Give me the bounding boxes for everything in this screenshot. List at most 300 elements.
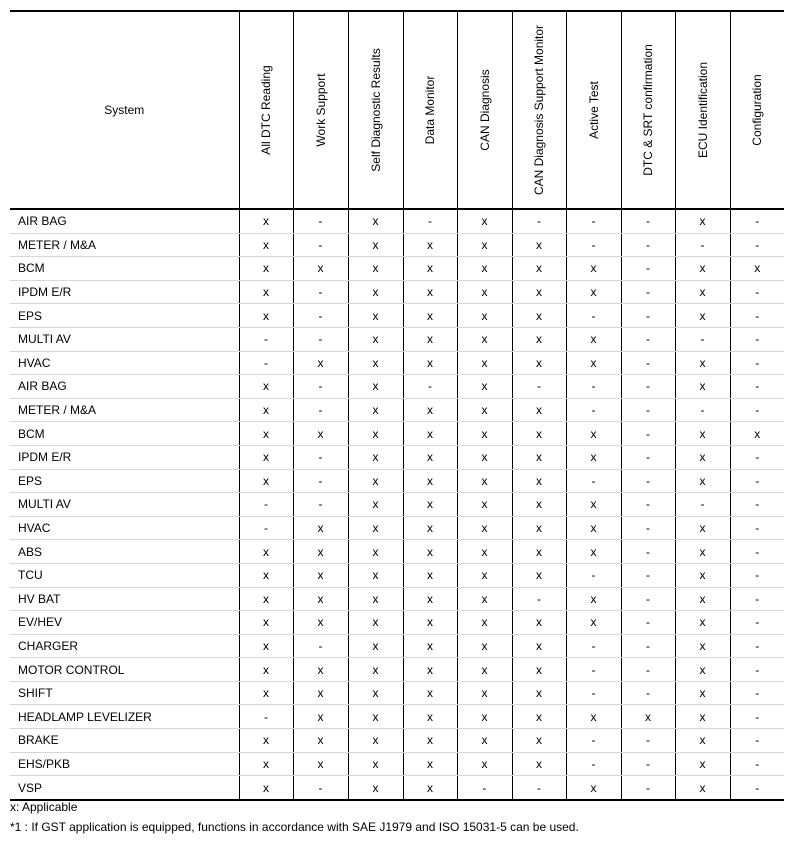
applicability-cell: x (512, 729, 566, 753)
applicability-cell: x (675, 469, 730, 493)
applicability-cell: - (730, 705, 784, 729)
applicability-cell: - (566, 729, 621, 753)
applicability-cell: - (293, 493, 348, 517)
applicability-cell: x (675, 445, 730, 469)
applicability-cell: x (457, 398, 512, 422)
applicability-cell: - (730, 563, 784, 587)
system-name-cell: METER / M&A (10, 233, 239, 257)
table-body (10, 209, 784, 800)
applicability-cell: - (621, 729, 675, 753)
applicability-cell: x (239, 233, 293, 257)
applicability-cell: x (348, 422, 403, 446)
applicability-cell: x (457, 422, 512, 446)
column-header-label: Active Test (586, 81, 601, 139)
column-header-label: Self Diagnostic Results (368, 48, 383, 172)
applicability-cell: - (566, 398, 621, 422)
notes (10, 797, 579, 837)
applicability-cell: x (348, 658, 403, 682)
applicability-cell: x (566, 611, 621, 635)
table-row (10, 304, 784, 328)
applicability-cell: - (403, 209, 457, 233)
applicability-cell: - (293, 634, 348, 658)
applicability-cell: x (675, 681, 730, 705)
applicability-cell: x (239, 375, 293, 399)
table-row (10, 587, 784, 611)
applicability-cell: - (293, 445, 348, 469)
applicability-cell: x (512, 611, 566, 635)
applicability-cell: - (730, 445, 784, 469)
applicability-cell: - (675, 493, 730, 517)
applicability-cell: - (621, 209, 675, 233)
table-row (10, 469, 784, 493)
applicability-cell: x (403, 540, 457, 564)
applicability-cell: x (403, 705, 457, 729)
system-column-header: System (10, 11, 239, 209)
applicability-cell: - (621, 327, 675, 351)
applicability-cell: x (293, 422, 348, 446)
applicability-cell: x (457, 493, 512, 517)
applicability-cell: x (675, 422, 730, 446)
applicability-cell: x (457, 705, 512, 729)
applicability-cell: x (512, 257, 566, 281)
applicability-cell: - (730, 540, 784, 564)
applicability-cell: - (403, 375, 457, 399)
applicability-cell: x (348, 776, 403, 800)
column-header-label: CAN Diagnosis Support Monitor (532, 24, 546, 196)
system-name-cell: MOTOR CONTROL (10, 658, 239, 682)
applicability-cell: x (675, 752, 730, 776)
applicability-cell: x (403, 257, 457, 281)
applicability-cell: x (566, 516, 621, 540)
applicability-cell: - (730, 493, 784, 517)
column-header (621, 11, 675, 209)
applicability-cell: x (239, 422, 293, 446)
table-row (10, 280, 784, 304)
applicability-cell: - (730, 587, 784, 611)
system-name-cell: EV/HEV (10, 611, 239, 635)
applicability-cell: x (675, 375, 730, 399)
applicability-cell: x (512, 634, 566, 658)
applicability-cell: - (621, 351, 675, 375)
applicability-cell: x (457, 209, 512, 233)
table-row (10, 445, 784, 469)
applicability-cell: - (293, 209, 348, 233)
diagnosis-function-table (10, 10, 784, 801)
applicability-cell: x (675, 351, 730, 375)
applicability-cell: - (566, 752, 621, 776)
applicability-cell: x (457, 611, 512, 635)
applicability-cell: x (566, 540, 621, 564)
diagnosis-function-table-container (10, 10, 784, 801)
applicability-cell: - (675, 327, 730, 351)
applicability-cell: x (512, 233, 566, 257)
applicability-cell: - (293, 233, 348, 257)
table-row (10, 563, 784, 587)
applicability-cell: x (348, 611, 403, 635)
table-row (10, 422, 784, 446)
applicability-cell: x (348, 634, 403, 658)
applicability-cell: x (239, 209, 293, 233)
applicability-cell: - (566, 658, 621, 682)
system-name-cell: HVAC (10, 516, 239, 540)
applicability-cell: x (566, 445, 621, 469)
applicability-cell: x (348, 469, 403, 493)
applicability-cell: - (621, 776, 675, 800)
system-name-cell: EHS/PKB (10, 752, 239, 776)
column-header (512, 11, 566, 209)
applicability-cell: x (566, 776, 621, 800)
applicability-cell: - (621, 540, 675, 564)
applicability-cell: - (293, 375, 348, 399)
applicability-cell: - (239, 493, 293, 517)
table-row (10, 658, 784, 682)
applicability-cell: x (239, 304, 293, 328)
applicability-cell: - (621, 422, 675, 446)
applicability-cell: x (293, 351, 348, 375)
applicability-cell: x (403, 304, 457, 328)
applicability-cell: x (457, 327, 512, 351)
applicability-cell: - (730, 327, 784, 351)
applicability-cell: x (457, 469, 512, 493)
system-name-cell: TCU (10, 563, 239, 587)
applicability-cell: - (621, 752, 675, 776)
applicability-cell: x (403, 493, 457, 517)
applicability-cell: x (403, 398, 457, 422)
table-row (10, 327, 784, 351)
applicability-cell: - (512, 776, 566, 800)
applicability-cell: - (730, 776, 784, 800)
applicability-cell: x (348, 209, 403, 233)
applicability-cell: - (239, 351, 293, 375)
applicability-cell: x (512, 280, 566, 304)
applicability-cell: x (348, 540, 403, 564)
applicability-cell: - (621, 563, 675, 587)
applicability-cell: x (403, 681, 457, 705)
applicability-cell: x (512, 516, 566, 540)
table-row (10, 752, 784, 776)
system-name-cell: BCM (10, 257, 239, 281)
applicability-cell: x (348, 257, 403, 281)
applicability-cell: x (239, 257, 293, 281)
applicability-cell: x (457, 304, 512, 328)
applicability-cell: - (512, 209, 566, 233)
column-header-label: CAN Diagnosis (477, 69, 492, 151)
applicable-legend: x: Applicable (10, 800, 78, 814)
applicability-cell: x (675, 658, 730, 682)
system-name-cell: AIR BAG (10, 209, 239, 233)
applicability-cell: x (457, 351, 512, 375)
applicability-cell: x (457, 563, 512, 587)
system-name-cell: MULTI AV (10, 327, 239, 351)
applicability-cell: x (293, 540, 348, 564)
applicability-cell: - (239, 327, 293, 351)
applicability-cell: x (403, 422, 457, 446)
applicability-cell: x (512, 681, 566, 705)
applicability-cell: - (566, 304, 621, 328)
applicability-cell: x (239, 563, 293, 587)
system-name-cell: VSP (10, 776, 239, 800)
applicability-cell: x (403, 563, 457, 587)
applicability-cell: x (403, 280, 457, 304)
applicability-cell: x (566, 422, 621, 446)
applicability-cell: x (348, 516, 403, 540)
applicability-cell: x (239, 280, 293, 304)
applicability-cell: x (457, 729, 512, 753)
applicability-cell: - (239, 516, 293, 540)
applicability-cell: - (566, 233, 621, 257)
applicability-cell: x (293, 705, 348, 729)
applicability-cell: - (675, 398, 730, 422)
table-row (10, 233, 784, 257)
applicability-cell: - (293, 280, 348, 304)
applicability-cell: x (348, 304, 403, 328)
applicability-cell: x (457, 280, 512, 304)
applicability-cell: x (403, 469, 457, 493)
applicability-cell: x (348, 729, 403, 753)
column-header (293, 11, 348, 209)
system-name-cell: EPS (10, 469, 239, 493)
applicability-cell: x (348, 752, 403, 776)
applicability-cell: x (348, 351, 403, 375)
applicability-cell: x (566, 493, 621, 517)
applicability-cell: x (512, 493, 566, 517)
applicability-cell: x (239, 469, 293, 493)
system-name-cell: IPDM E/R (10, 445, 239, 469)
column-header-label: All DTC Reading (259, 65, 273, 155)
table-row (10, 351, 784, 375)
column-header (730, 11, 784, 209)
applicability-cell: - (621, 658, 675, 682)
table-row (10, 611, 784, 635)
applicability-cell: x (403, 516, 457, 540)
applicability-cell: x (457, 445, 512, 469)
applicability-cell: x (675, 304, 730, 328)
applicability-cell: x (512, 304, 566, 328)
applicability-cell: x (403, 776, 457, 800)
applicability-cell: - (621, 469, 675, 493)
applicability-cell: x (675, 634, 730, 658)
system-name-cell: SHIFT (10, 681, 239, 705)
applicability-cell: x (457, 634, 512, 658)
applicability-cell: x (566, 327, 621, 351)
table-row (10, 257, 784, 281)
table-row (10, 681, 784, 705)
column-header (566, 11, 621, 209)
applicability-cell: x (348, 681, 403, 705)
applicability-cell: x (403, 351, 457, 375)
applicability-cell: x (348, 327, 403, 351)
applicability-cell: x (457, 516, 512, 540)
applicability-cell: x (566, 257, 621, 281)
applicability-cell: x (239, 681, 293, 705)
system-name-cell: BCM (10, 422, 239, 446)
applicability-cell: - (621, 493, 675, 517)
applicability-cell: x (566, 587, 621, 611)
applicability-cell: x (512, 563, 566, 587)
applicability-cell: - (730, 280, 784, 304)
system-name-cell: CHARGER (10, 634, 239, 658)
applicability-cell: - (730, 233, 784, 257)
applicability-cell: x (348, 493, 403, 517)
applicability-cell: x (403, 327, 457, 351)
applicability-cell: x (239, 611, 293, 635)
applicability-cell: x (293, 563, 348, 587)
applicability-cell: x (512, 705, 566, 729)
applicability-cell: x (675, 587, 730, 611)
table-row (10, 540, 784, 564)
applicability-cell: x (730, 257, 784, 281)
column-header (457, 11, 512, 209)
applicability-cell: x (403, 587, 457, 611)
applicability-cell: - (293, 398, 348, 422)
applicability-cell: - (730, 398, 784, 422)
table-row (10, 493, 784, 517)
applicability-cell: - (621, 634, 675, 658)
applicability-cell: x (457, 752, 512, 776)
applicability-cell: x (239, 398, 293, 422)
applicability-cell: - (566, 634, 621, 658)
applicability-cell: x (348, 233, 403, 257)
applicability-cell: - (730, 304, 784, 328)
applicability-cell: x (457, 233, 512, 257)
column-header (239, 11, 293, 209)
applicability-cell: - (621, 398, 675, 422)
table-row (10, 209, 784, 233)
applicability-cell: x (512, 658, 566, 682)
applicability-cell: - (730, 351, 784, 375)
applicability-cell: x (293, 729, 348, 753)
system-name-cell: EPS (10, 304, 239, 328)
applicability-cell: x (403, 658, 457, 682)
applicability-cell: x (293, 658, 348, 682)
applicability-cell: x (403, 611, 457, 635)
applicability-cell: x (675, 516, 730, 540)
applicability-cell: - (730, 375, 784, 399)
applicability-cell: - (730, 611, 784, 635)
applicability-cell: x (348, 398, 403, 422)
applicability-cell: - (293, 776, 348, 800)
applicability-cell: - (621, 280, 675, 304)
applicability-cell: x (348, 280, 403, 304)
applicability-cell: - (730, 658, 784, 682)
applicability-cell: - (512, 587, 566, 611)
applicability-cell: x (512, 540, 566, 564)
applicability-cell: x (293, 587, 348, 611)
applicability-cell: - (457, 776, 512, 800)
applicability-cell: - (730, 469, 784, 493)
column-header-label: Data Monitor (423, 75, 437, 145)
table-row (10, 516, 784, 540)
applicability-cell: x (675, 729, 730, 753)
applicability-cell: x (675, 705, 730, 729)
applicability-cell: - (293, 327, 348, 351)
applicability-cell: - (621, 587, 675, 611)
table-row (10, 398, 784, 422)
applicability-cell: x (675, 611, 730, 635)
applicability-cell: - (293, 469, 348, 493)
applicability-cell: x (293, 257, 348, 281)
applicability-cell: x (512, 327, 566, 351)
applicability-cell: x (239, 776, 293, 800)
applicability-cell: x (403, 752, 457, 776)
applicability-cell: x (457, 375, 512, 399)
applicability-cell: x (239, 729, 293, 753)
table-row (10, 705, 784, 729)
applicability-cell: - (566, 681, 621, 705)
applicability-cell: - (730, 681, 784, 705)
applicability-cell: x (675, 776, 730, 800)
system-name-cell: HV BAT (10, 587, 239, 611)
system-name-cell: METER / M&A (10, 398, 239, 422)
system-name-cell: HEADLAMP LEVELIZER (10, 705, 239, 729)
applicability-cell: x (403, 729, 457, 753)
column-header-label: DTC & SRT confirmation (641, 44, 655, 176)
applicability-cell: - (621, 257, 675, 281)
applicability-cell: - (566, 469, 621, 493)
applicability-cell: x (403, 445, 457, 469)
applicability-cell: - (621, 445, 675, 469)
applicability-cell: - (621, 233, 675, 257)
applicability-cell: x (239, 540, 293, 564)
applicability-cell: x (239, 752, 293, 776)
applicability-cell: x (512, 752, 566, 776)
applicability-cell: x (512, 469, 566, 493)
footnote: *1 : If GST application is equipped, functions in accordance with SAE J1979 and ISO 15031-5 can be used. (10, 820, 579, 834)
header-row (10, 11, 784, 209)
applicability-cell: x (675, 257, 730, 281)
applicability-cell: x (348, 445, 403, 469)
applicability-cell: x (457, 681, 512, 705)
applicability-cell: - (566, 375, 621, 399)
applicability-cell: x (348, 563, 403, 587)
applicability-cell: x (512, 422, 566, 446)
applicability-cell: x (348, 375, 403, 399)
applicability-cell: x (403, 233, 457, 257)
column-header-label: Work Support (313, 73, 328, 147)
applicability-cell: - (730, 752, 784, 776)
applicability-cell: x (675, 209, 730, 233)
applicability-cell: x (675, 563, 730, 587)
applicability-cell: - (621, 681, 675, 705)
applicability-cell: - (621, 611, 675, 635)
column-header-label: Configuration (750, 74, 765, 146)
table-row (10, 729, 784, 753)
applicability-cell: x (239, 658, 293, 682)
system-name-cell: HVAC (10, 351, 239, 375)
applicability-cell: x (621, 705, 675, 729)
applicability-cell: - (675, 233, 730, 257)
applicability-cell: - (621, 516, 675, 540)
column-header-label: ECU Identification (695, 61, 710, 159)
applicability-cell: x (675, 540, 730, 564)
applicability-cell: x (293, 681, 348, 705)
system-name-cell: AIR BAG (10, 375, 239, 399)
applicability-cell: x (348, 587, 403, 611)
applicability-cell: x (293, 516, 348, 540)
applicability-cell: x (512, 398, 566, 422)
applicability-cell: - (566, 209, 621, 233)
applicability-cell: x (457, 540, 512, 564)
applicability-cell: - (293, 304, 348, 328)
applicability-cell: x (457, 587, 512, 611)
applicability-cell: - (621, 375, 675, 399)
applicability-cell: - (730, 516, 784, 540)
applicability-cell: - (730, 634, 784, 658)
applicability-cell: x (730, 422, 784, 446)
system-name-cell: IPDM E/R (10, 280, 239, 304)
applicability-cell: x (566, 280, 621, 304)
applicability-cell: x (566, 705, 621, 729)
